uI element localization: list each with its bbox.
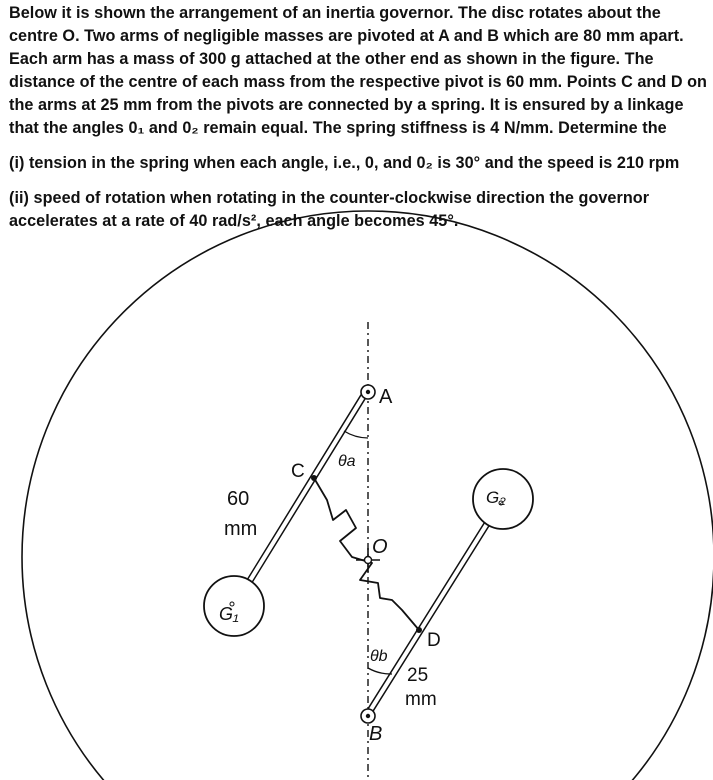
question-part-i: (i) tension in the spring when each angle, i.e., 0, and 0₂ is 30° and the speed is 210 rpm	[9, 154, 680, 172]
point-d-mark	[416, 627, 422, 633]
spring	[314, 478, 419, 630]
label-point-c: C	[291, 461, 305, 482]
label-dim-25: 25	[407, 665, 429, 686]
problem-intro: Below it is shown the arrangement of an inertia governor. The disc rotates about the centre O. Two arms of negligible masses are pivoted at A and B which are 80 mm apart. Each arm has a mass of 300 g attached at the other end as shown in the figure. The distance of the centre of each mass from the respective pivot is 60 mm. Points C and D on the arms at 25 mm from the pivots are connected by a spring. It is ensured by a linkage that the angles 0₁ and 0₂ remain equal. The spring stiffness is 4 N/mm. Determine the	[9, 4, 707, 137]
theta-b-arc	[368, 668, 392, 674]
label-pivot-b: B	[369, 723, 383, 745]
label-dim-60: 60	[227, 488, 250, 510]
label-pivot-a: A	[379, 386, 393, 408]
theta-a-arc	[344, 431, 368, 438]
label-mass-g2: G₂	[486, 488, 506, 507]
label-theta-a: θa	[338, 453, 356, 470]
point-c-mark	[311, 475, 317, 481]
pivot-b	[361, 709, 375, 723]
arm-b-inner	[368, 503, 500, 714]
arm-a-inner	[238, 392, 366, 600]
label-dim-25-unit: mm	[405, 689, 437, 710]
label-mass-g1: G₁	[219, 604, 239, 624]
label-dim-60-unit: mm	[224, 518, 258, 540]
question-part-ii: (ii) speed of rotation when rotating in the counter-clockwise direction the governor accelerates at a rate of 40 rad/s², each angle becomes 45°.	[9, 189, 650, 230]
pivot-a	[361, 385, 375, 399]
label-point-d: D	[427, 630, 441, 651]
label-theta-b: θb	[370, 648, 388, 665]
label-centre-o: O	[372, 536, 388, 558]
